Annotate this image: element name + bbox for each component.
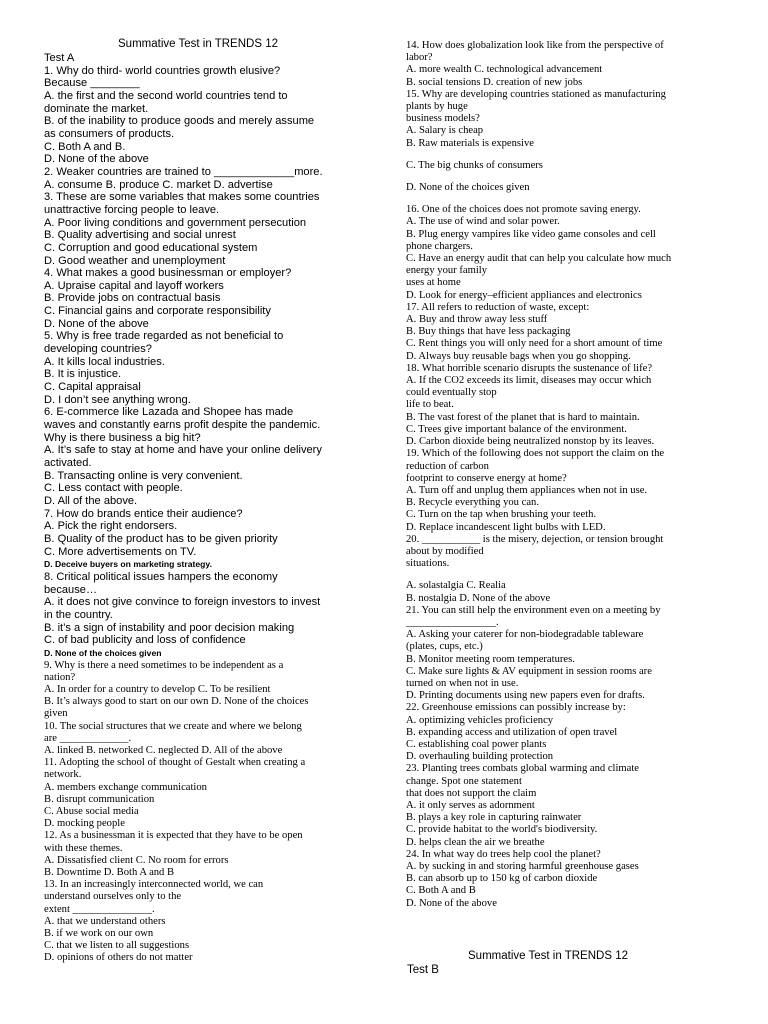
text-line: C. of bad publicity and loss of confidence xyxy=(44,634,246,647)
text-line: A. it only serves as adornment xyxy=(406,799,535,811)
footer-title: Summative Test in TRENDS 12 xyxy=(468,950,628,962)
spacer xyxy=(406,194,728,204)
text-line: A. Poor living conditions and government persecution xyxy=(44,216,307,229)
text-line: B. Plug energy vampires like video game consoles and cell xyxy=(406,228,656,240)
text-line: 9. Why is there a need sometimes to be independent as a xyxy=(44,659,284,671)
text-line: 24. In what way do trees help cool the planet? xyxy=(406,848,601,860)
text-line: developing countries? xyxy=(44,343,152,356)
text-line: A. linked B. networked C. neglected D. All of the above xyxy=(44,744,283,756)
text-line: footprint to conserve energy at home? xyxy=(406,472,567,484)
text-line: life to beat. xyxy=(406,399,454,411)
text-line: business models? xyxy=(406,113,480,125)
text-line: D. None of the above xyxy=(44,317,149,330)
text-line: 13. In an increasingly interconnected world, we can xyxy=(44,879,264,891)
text-line: B. if we work on our own xyxy=(44,927,154,939)
text-line: B. Quality advertising and social unrest xyxy=(44,229,236,242)
text-line: B. can absorb up to 150 kg of carbon dioxide xyxy=(406,873,598,885)
text-line: Because ________ xyxy=(44,77,140,90)
text-line: 5. Why is free trade regarded as not beneficial to xyxy=(44,330,284,343)
text-line: given xyxy=(44,708,68,720)
text-line: D. None of the choices given xyxy=(44,647,162,658)
text-line: A. more wealth C. technological advancement xyxy=(406,64,603,76)
text-line: B. The vast forest of the planet that is hard to maintain. xyxy=(406,411,640,423)
text-line: 12. As a businessman it is expected that they have to be open xyxy=(44,830,303,842)
text-line: 11. Adopting the school of thought of Gestalt when creating a xyxy=(44,757,306,769)
text-line: understand ourselves only to the xyxy=(44,891,182,903)
spacer xyxy=(406,570,728,580)
text-line: D. mocking people xyxy=(44,818,125,830)
text-line: D. Good weather and unemployment xyxy=(44,254,226,267)
text-line: situations. xyxy=(406,558,450,570)
spacer xyxy=(406,150,728,160)
text-line: with these themes. xyxy=(44,842,123,854)
text-line: about by modified xyxy=(406,545,484,557)
text-line: 20. ___________ is the misery, dejection, or tension brought xyxy=(406,533,664,545)
text-line: are _____________. xyxy=(44,732,132,744)
text-line: 21. You can still help the environment even on a meeting by xyxy=(406,604,661,616)
text-line: C. Abuse social media xyxy=(44,805,139,817)
text-line: D. Printing documents using new papers even for drafts. xyxy=(406,690,645,702)
text-line: A. Pick the right endorsers. xyxy=(44,520,178,533)
text-line: C. The big chunks of consumers xyxy=(406,159,543,171)
text-line: D. Deceive buyers on marketing strategy. xyxy=(44,559,212,570)
left-column xyxy=(44,52,372,965)
spacer xyxy=(406,172,728,182)
text-line: 18. What horrible scenario disrupts the sustenance of life? xyxy=(406,362,653,374)
text-line: B. Quality of the product has to be given priority xyxy=(44,532,278,545)
text-line: A. it does not give convince to foreign investors to invest xyxy=(44,596,321,609)
text-line: D. Replace incandescent light bulbs with LED. xyxy=(406,521,606,533)
text-line: waves and constantly earns profit despite the pandemic. xyxy=(44,419,321,432)
text-line: D. helps clean the air we breathe xyxy=(406,836,545,848)
text-line: (plates, cups, etc.) xyxy=(406,641,483,653)
text-line: uses at home xyxy=(406,277,461,289)
text-line: B. plays a key role in capturing rainwater xyxy=(406,812,582,824)
text-line: change. Spot one statement xyxy=(406,775,522,787)
text-line: D. Carbon dioxide being neutralized nonstop by its leaves. xyxy=(406,436,655,448)
text-line: nation? xyxy=(44,671,76,683)
text-line: 15. Why are developing countries stationed as manufacturing xyxy=(406,88,666,100)
text-line: 2. Weaker countries are trained to _____________more. xyxy=(44,165,323,178)
text-line: A. by sucking in and storing harmful greenhouse gases xyxy=(406,861,639,872)
text-line: D. None of the above xyxy=(44,153,149,166)
text-line: B. disrupt communication xyxy=(44,793,155,805)
text-line: C. establishing coal power plants xyxy=(406,738,547,750)
text-line: energy your family xyxy=(406,265,487,277)
text-line: 19. Which of the following does not support the claim on the xyxy=(406,448,665,460)
text-line: unattractive forcing people to leave. xyxy=(44,203,220,216)
text-line: B. Recycle everything you can. xyxy=(406,497,539,509)
text-line: B. nostalgia D. None of the above xyxy=(406,592,551,604)
text-line: 1. Why do third- world countries growth elusive? xyxy=(44,64,281,77)
text-line: 10. The social structures that we create and where we belong xyxy=(44,720,302,732)
text-line: B. of the inability to produce goods and merely assume xyxy=(44,115,315,128)
text-line: B. it’s a sign of instability and poor decision making xyxy=(44,621,295,634)
text-line: A. that we understand others xyxy=(44,915,166,927)
text-line: A. If the CO2 exceeds its limit, diseases may occur which xyxy=(406,375,652,387)
text-line: C. Trees give important balance of the environment. xyxy=(406,423,627,435)
text-line: B. Provide jobs on contractual basis xyxy=(44,292,221,305)
text-line: could eventually stop xyxy=(406,387,497,399)
text-line: A. Asking your caterer for non-biodegradable tableware xyxy=(406,629,644,641)
text-line: B. Monitor meeting room temperatures. xyxy=(406,653,575,665)
text-line: 23. Planting trees combats global warming and climate xyxy=(406,763,640,775)
text-line: A. Turn off and unplug them appliances when not in use. xyxy=(406,484,648,496)
text-line: C. provide habitat to the world's biodiversity. xyxy=(406,824,598,836)
text-line: C. Capital appraisal xyxy=(44,381,141,394)
text-line: A. In order for a country to develop C. To be resilient xyxy=(44,683,271,695)
text-line: D. overhauling building protection xyxy=(406,751,554,763)
text-line: A. It’s safe to stay at home and have your online delivery xyxy=(44,444,322,457)
text-line: B. Raw materials is expensive xyxy=(406,137,534,149)
text-line: A. Buy and throw away less stuff xyxy=(406,314,548,326)
text-line: A. It kills local industries. xyxy=(44,355,165,368)
text-line: B. Downtime D. Both A and B xyxy=(44,866,175,878)
text-line: C. Less contact with people. xyxy=(44,482,183,495)
text-line: C. Both A and B. xyxy=(44,140,126,153)
text-line: Why is there business a big hit? xyxy=(44,431,201,444)
text-line: plants by huge xyxy=(406,101,468,113)
text-line: A. the first and the second world countries tend to xyxy=(44,89,288,102)
text-line: D. All of the above. xyxy=(44,494,138,507)
text-line: Test A xyxy=(44,52,75,64)
text-line: C. Corruption and good educational system xyxy=(44,241,258,254)
text-line: B. Transacting online is very convenient. xyxy=(44,469,243,482)
text-line: A. solastalgia C. Realia xyxy=(406,580,506,592)
text-line: 22. Greenhouse emissions can possibly increase by: xyxy=(406,702,626,714)
text-line: A. Upraise capital and layoff workers xyxy=(44,279,224,292)
text-line: A. consume B. produce C. market D. advertise xyxy=(44,178,273,191)
text-line: 6. E-commerce like Lazada and Shopee has made xyxy=(44,406,294,419)
text-line: C. that we listen to all suggestions xyxy=(44,940,190,952)
text-line: B. It’s always good to start on our own D. None of the choices xyxy=(44,696,309,708)
text-line: in the country. xyxy=(44,608,113,621)
text-line: 16. One of the choices does not promote saving energy. xyxy=(406,204,641,216)
text-line: 3. These are some variables that makes some countries xyxy=(44,191,320,204)
text-line: extent _______________. xyxy=(44,903,155,915)
text-line: activated. xyxy=(44,457,92,469)
text-line: B. social tensions D. creation of new jobs xyxy=(406,76,583,88)
text-line: B. Buy things that have less packaging xyxy=(406,326,571,338)
text-line: C. Financial gains and corporate responsibility xyxy=(44,305,271,318)
text-line: network. xyxy=(44,769,82,781)
text-line: B. expanding access and utilization of open travel xyxy=(406,726,618,738)
text-line: dominate the market. xyxy=(44,102,149,115)
text-line: C. Rent things you will only need for a short amount of time xyxy=(406,338,663,350)
text-line: that does not support the claim xyxy=(406,787,537,799)
text-line: reduction of carbon xyxy=(406,460,489,472)
text-line: A. members exchange communication xyxy=(44,781,207,793)
text-line: A. Salary is cheap xyxy=(406,125,484,137)
text-line: 17. All refers to reduction of waste, except: xyxy=(406,301,590,313)
text-line: A. The use of wind and solar power. xyxy=(406,216,560,228)
text-line: 7. How do brands entice their audience? xyxy=(44,507,243,520)
text-line: 8. Critical political issues hampers the economy xyxy=(44,570,278,583)
text-line: D. opinions of others do not matter xyxy=(44,952,193,964)
text-line: because… xyxy=(44,583,98,596)
text-line: C. Both A and B xyxy=(406,885,476,897)
text-line: D. I don’t see anything wrong. xyxy=(44,393,191,406)
text-line: 4. What makes a good businessman or employer? xyxy=(44,267,292,280)
text-line: C. Have an energy audit that can help you calculate how much xyxy=(406,253,672,265)
text-line: D. Always buy reusable bags when you go shopping. xyxy=(406,350,631,362)
text-line: B. It is injustice. xyxy=(44,368,122,381)
text-line: C. Make sure lights & AV equipment in session rooms are xyxy=(406,665,652,677)
text-line: C. Turn on the tap when brushing your teeth. xyxy=(406,509,597,521)
text-line: phone chargers. xyxy=(406,240,473,252)
text-line: D. None of the above xyxy=(406,897,497,909)
text-line: D. Look for energy–efficient appliances and electronics xyxy=(406,289,642,301)
text-line: A. Dissatisfied client C. No room for errors xyxy=(44,854,229,866)
footer-subtitle: Test B xyxy=(407,964,439,976)
text-line: C. More advertisements on TV. xyxy=(44,545,197,558)
text-line: as consumers of products. xyxy=(44,127,175,140)
left-title: Summative Test in TRENDS 12 xyxy=(118,38,278,50)
text-line: turned on when not in use. xyxy=(406,677,519,689)
right-column xyxy=(406,40,728,910)
text-line: A. optimizing vehicles proficiency xyxy=(406,714,554,726)
text-line: _________________. xyxy=(406,616,499,628)
text-line: D. None of the choices given xyxy=(406,182,530,194)
text-line: 14. How does globalization look like from the perspective of xyxy=(406,40,664,51)
text-line: labor? xyxy=(406,52,433,64)
